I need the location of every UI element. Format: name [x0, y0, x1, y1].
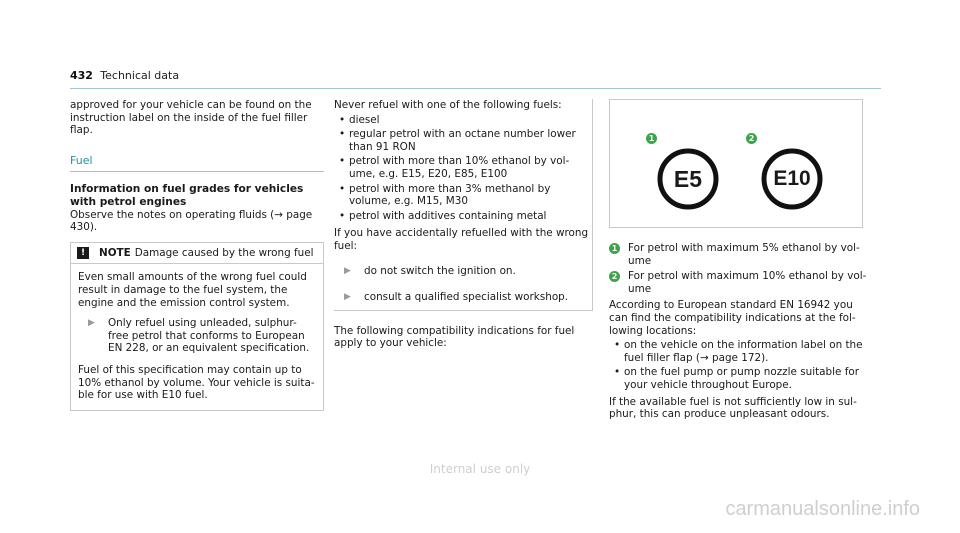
callout-1: 1	[609, 243, 620, 254]
note-action-text: Only refuel using unleaded, sulphur-free petrol that conforms to European EN 228, or an equivalent specification.	[108, 317, 310, 355]
action-item: ▶ do not switch the ignition on.	[344, 264, 516, 277]
column-3	[609, 99, 869, 421]
action-item: ▶ consult a qualified specialist workshop.	[344, 291, 569, 304]
list-item: • diesel	[334, 114, 592, 127]
column-2	[334, 99, 589, 350]
list-item: • on the vehicle on the information label on the fuel filler flap (→ page 172).	[609, 339, 869, 364]
intro-text: approved for your vehicle can be found on the instruction label on the inside of the fuel filler flap.	[70, 99, 312, 137]
site-watermark: carmanualsonline.info	[725, 498, 920, 520]
note-header	[71, 243, 323, 265]
triangle-right-icon: ▶	[344, 292, 351, 303]
note-body	[71, 264, 323, 409]
section-divider	[70, 171, 324, 172]
legend-item: 1 For petrol with maximum 5% ethanol by vol- ume	[609, 242, 869, 267]
triangle-right-icon: ▶	[88, 318, 95, 329]
note-paragraph-2: Fuel of this specification may contain up to 10% ethanol by volume. Your vehicle is suita- ble for use with E10 fuel.	[78, 363, 315, 402]
note-title: Damage caused by the wrong fuel	[134, 246, 314, 259]
accident-text: If you have accidentally refuelled with the wrong fuel:	[334, 227, 589, 252]
e10-label-text: E10	[773, 167, 811, 190]
list-item: • petrol with more than 10% ethanol by vol- ume, e.g. E15, E20, E85, E100	[334, 155, 592, 180]
note-box	[70, 242, 324, 411]
fuel-bullet-list	[334, 114, 592, 223]
page-header	[70, 70, 179, 83]
subheading: Information on fuel grades for vehicles with petrol engines	[70, 183, 304, 208]
figure-legend	[609, 242, 869, 295]
compatibility-intro: The following compatibility indications for fuel apply to your vehicle:	[334, 324, 575, 350]
e5-label-text: E5	[673, 166, 703, 192]
note-paragraph-1: Even small amounts of the wrong fuel could result in damage to the fuel system, the engine and the emission control system.	[78, 271, 307, 309]
page-title: Technical data	[100, 69, 180, 82]
fuel-label-icons	[610, 100, 862, 227]
section-title: Fuel	[70, 153, 93, 167]
note-action	[78, 317, 316, 355]
list-item: • on the fuel pump or pump nozzle suitable for your vehicle throughout Europe.	[609, 366, 869, 391]
never-refuel-text: Never refuel with one of the following fuels:	[334, 99, 562, 111]
observe-text: Observe the notes on operating fluids (→ page 430).	[70, 208, 313, 234]
note-label: NOTE	[99, 246, 131, 259]
page-number: 432	[70, 69, 93, 82]
closing-text: If the available fuel is not sufficiently low in sul- phur, this can produce unpleasant odours.	[609, 395, 857, 421]
header-divider	[70, 88, 881, 89]
triangle-right-icon: ▶	[344, 265, 351, 276]
according-text: According to European standard EN 16942 you can find the compatibility indications at the fol- lowing locations:	[609, 299, 856, 337]
watermark: Internal use only	[429, 462, 531, 476]
list-item: • petrol with more than 3% methanol by volume, e.g. M15, M30	[334, 183, 592, 208]
callout-2: 2	[746, 133, 757, 144]
warning-list-box	[334, 99, 593, 311]
callout-1: 1	[646, 133, 657, 144]
callout-2: 2	[609, 271, 620, 282]
column-1	[70, 99, 318, 411]
list-item: • regular petrol with an octane number lower than 91 RON	[334, 128, 592, 153]
legend-item: 2 For petrol with maximum 10% ethanol by vol- ume	[609, 270, 869, 295]
list-item: • petrol with additives containing metal	[334, 210, 592, 223]
fuel-label-figure	[609, 99, 863, 228]
exclamation-icon: !	[77, 247, 89, 259]
location-bullet-list	[609, 339, 869, 391]
